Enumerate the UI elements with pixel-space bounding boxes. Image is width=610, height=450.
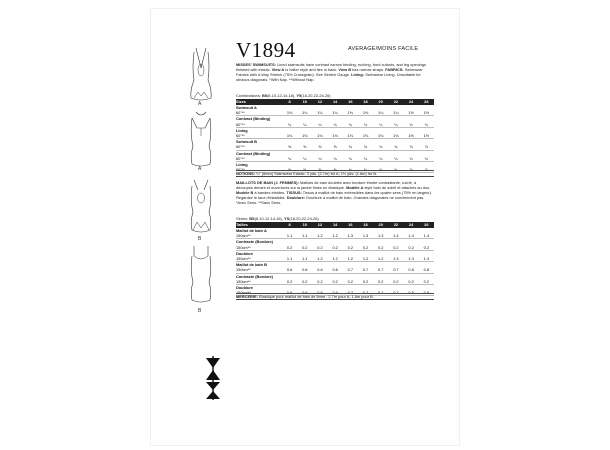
row-label: Doublure — [236, 285, 254, 291]
size-cell: 12 — [312, 222, 327, 228]
size-cell: 14 — [328, 99, 343, 105]
yardage-cell: ¾ — [373, 144, 388, 150]
yardage-cell: 0.2 — [358, 279, 373, 285]
french-description: MAILLOTS DE BAIN (J. FEMMES): Maillots de bain doublés avec bordure étroite contrastante, ruché, à découpes devant et ouvertures sur la jambe finies en élastique. Modèle A style bain de soleil et attachés au dos. Modèle B à bandes étroites. TISSUS: Tissus à maillot de bain extensibles dans les quatre sens (75% en largeur). Regardez le taux d'élasticité. Doublure: Doublure à maillot de bain. Grandes diagonales ne conviennent pas. *Avec Sens. **Sans Sens. — [236, 180, 432, 206]
yardage-cell: 0.8 — [404, 290, 419, 296]
yardage-cell: 0.6 — [297, 267, 312, 273]
yardage-cell: ¼ — [312, 122, 327, 128]
yardage-cell: ¼ — [373, 156, 388, 162]
english-combinations: Combinations: B5(8-10-12-14-16), Y5(18-20-22-24-26) — [236, 93, 331, 98]
yardage-cell: ¼ — [373, 122, 388, 128]
french-metrage-table — [236, 222, 434, 296]
row-label: 60"** — [236, 167, 282, 173]
yardage-cell: ⅞ — [404, 144, 419, 150]
french-series: Séries: BS(8-10-12-14-16), YS(18-20-22-24-26) — [236, 216, 319, 221]
yardage-cell: ¾ — [388, 144, 403, 150]
size-cell: 8 — [282, 99, 297, 105]
yardage-cell: 1⅛ — [373, 133, 388, 139]
yardage-cell: ¼ — [404, 122, 419, 128]
yardage-cell: 1.2 — [373, 256, 388, 262]
figure-label: B — [198, 308, 202, 314]
yardage-cell: ¾ — [343, 144, 358, 150]
figure-view-b-back — [178, 244, 240, 306]
yardage-cell: 0.6 — [282, 290, 297, 296]
size-cell: 16 — [343, 222, 358, 228]
yardage-cell: 0.2 — [343, 279, 358, 285]
yardage-cell: 0.6 — [312, 290, 327, 296]
yardage-cell: 0.2 — [282, 245, 297, 251]
size-cell: 10 — [297, 99, 312, 105]
yardage-cell: 1.2 — [328, 233, 343, 239]
yardage-cell: 1.3 — [373, 233, 388, 239]
size-cell: 18 — [358, 99, 373, 105]
pattern-number: V1894 — [236, 38, 296, 62]
group-title: Swimsuit B — [236, 139, 257, 145]
yardage-cell: 0.2 — [419, 279, 434, 285]
yardage-cell: 1.1 — [297, 233, 312, 239]
yardage-cell: ¼ — [343, 156, 358, 162]
yardage-cell: 0.2 — [373, 279, 388, 285]
size-cell: 24 — [404, 222, 419, 228]
size-cell: 18 — [358, 222, 373, 228]
yardage-cell: ⅞ — [419, 167, 434, 173]
row-label: 60"** — [236, 110, 282, 116]
yardage-cell: ⅝ — [312, 144, 327, 150]
yardage-cell: 0.8 — [404, 267, 419, 273]
yardage-cell: 1.3 — [358, 233, 373, 239]
yardage-cell: ¾ — [373, 167, 388, 173]
yardage-cell: ¼ — [419, 156, 434, 162]
yardage-cell: 1.4 — [419, 233, 434, 239]
size-cell: 22 — [388, 222, 403, 228]
yardage-cell: 0.8 — [419, 267, 434, 273]
size-cell: 22 — [388, 99, 403, 105]
yardage-cell: 0.2 — [388, 279, 403, 285]
figure-view-a-front — [178, 46, 240, 104]
row-label: Contraste (Bordure) — [236, 239, 273, 245]
yardage-cell: 1⅛ — [343, 133, 358, 139]
sizes-label: Sizes — [236, 99, 282, 105]
yardage-cell: 0.2 — [328, 245, 343, 251]
group-title: Swimsuit A — [236, 105, 257, 110]
yardage-cell: 1⅜ — [343, 110, 358, 116]
row-label: 60"** — [236, 144, 282, 150]
yardage-cell: 0.2 — [328, 279, 343, 285]
yardage-cell: 1.3 — [388, 256, 403, 262]
row-label: 150cm** — [236, 245, 282, 251]
row-label: Doublure — [236, 250, 254, 256]
yardage-cell: ⅝ — [312, 167, 327, 173]
yardage-cell: ⅝ — [328, 167, 343, 173]
yardage-cell: 1.3 — [343, 233, 358, 239]
row-label: 150cm** — [236, 267, 282, 273]
yardage-cell: 0.2 — [388, 245, 403, 251]
yardage-cell: ¼ — [358, 156, 373, 162]
yardage-cell: ¾ — [358, 167, 373, 173]
yardage-cell: 1⅛ — [358, 133, 373, 139]
yardage-cell: ¼ — [388, 122, 403, 128]
yardage-cell: ⅞ — [404, 167, 419, 173]
size-cell: 24 — [404, 99, 419, 105]
yardage-cell: 0.7 — [343, 290, 358, 296]
size-cell: 8 — [282, 222, 297, 228]
yardage-cell: 0.7 — [358, 267, 373, 273]
yardage-cell: 1½ — [404, 133, 419, 139]
yardage-cell: 1½ — [404, 110, 419, 116]
sizes-label: Tailles — [236, 222, 282, 228]
yardage-cell: ¾ — [343, 167, 358, 173]
yardage-cell: ⅞ — [419, 144, 434, 150]
yardage-cell: 1.3 — [404, 256, 419, 262]
yardage-cell: ¼ — [297, 156, 312, 162]
yardage-cell: 0.7 — [373, 267, 388, 273]
yardage-cell: 1⅛ — [388, 133, 403, 139]
row-label: 150cm** — [236, 290, 282, 296]
yardage-cell: 0.2 — [312, 279, 327, 285]
english-notions: NOTIONS: ¼" (6mm) Swimwear Elastic: 3 yds. (2.7m) for A; 1⅔ yds. (1.6m) for B. — [236, 170, 434, 177]
french-notions: MERCERIE: Elastique pour maillot de bain de 6mm : 2.7m pour A; 1.6m pour B. — [236, 293, 434, 300]
yardage-cell: 0.2 — [358, 245, 373, 251]
yardage-cell: 0.2 — [404, 245, 419, 251]
row-label: 150cm** — [236, 279, 282, 285]
row-label: 60"** — [236, 133, 282, 139]
row-label: Contrast (Binding) — [236, 150, 271, 156]
size-cell: 10 — [297, 222, 312, 228]
yardage-cell: ¼ — [328, 156, 343, 162]
yardage-cell: 1.4 — [404, 233, 419, 239]
difficulty-level: AVERAGE/MOINS FACILE — [348, 46, 419, 52]
yardage-cell: 1.1 — [282, 256, 297, 262]
yardage-cell: 0.8 — [419, 290, 434, 296]
yardage-cell: ¾ — [388, 167, 403, 173]
yardage-cell: 0.2 — [373, 245, 388, 251]
figure-label: A — [198, 101, 202, 107]
yardage-cell: 0.6 — [328, 290, 343, 296]
yardage-cell: 1.1 — [297, 256, 312, 262]
yardage-cell: 1.3 — [419, 256, 434, 262]
yardage-cell: 0.2 — [312, 245, 327, 251]
yardage-cell: 1.2 — [358, 256, 373, 262]
figure-label: A — [198, 166, 202, 172]
yardage-cell: 1⅛ — [282, 110, 297, 116]
yardage-cell: 0.2 — [297, 245, 312, 251]
yardage-cell: 1.4 — [388, 233, 403, 239]
yardage-cell: 0.7 — [388, 267, 403, 273]
yardage-cell: 1¼ — [312, 110, 327, 116]
yardage-cell: ¼ — [312, 156, 327, 162]
size-cell: 20 — [373, 222, 388, 228]
yardage-cell: ¼ — [297, 122, 312, 128]
figure-view-a-back — [178, 110, 240, 170]
yardage-cell: 1⅛ — [312, 133, 327, 139]
yardage-cell: ⅝ — [297, 167, 312, 173]
size-cell: 26 — [419, 99, 434, 105]
yardage-cell: 0.7 — [358, 290, 373, 296]
yardage-cell: 0.2 — [404, 279, 419, 285]
yardage-cell: 1½ — [419, 133, 434, 139]
yardage-cell: 0.2 — [343, 245, 358, 251]
yardage-cell: ⅝ — [297, 144, 312, 150]
yardage-cell: ¾ — [358, 144, 373, 150]
yardage-cell: ⅝ — [328, 144, 343, 150]
yardage-cell: 0.7 — [388, 290, 403, 296]
brand-logo — [205, 356, 221, 400]
yardage-cell: 1⅛ — [328, 133, 343, 139]
yardage-cell: 1⅜ — [358, 110, 373, 116]
yardage-cell: 1¼ — [373, 110, 388, 116]
row-label: 150cm** — [236, 256, 282, 262]
yardage-cell: 1¼ — [388, 110, 403, 116]
yardage-cell: 1.2 — [312, 256, 327, 262]
size-cell: 20 — [373, 99, 388, 105]
yardage-cell: 0.6 — [312, 267, 327, 273]
row-label: 150cm** — [236, 233, 282, 239]
yardage-cell: 1.2 — [312, 233, 327, 239]
row-label: 60"** — [236, 156, 282, 162]
row-label: 60"** — [236, 122, 282, 128]
yardage-cell: 1.2 — [328, 256, 343, 262]
yardage-cell: 1⅛ — [282, 133, 297, 139]
yardage-cell: ¼ — [419, 122, 434, 128]
size-cell: 12 — [312, 99, 327, 105]
yardage-cell: 1.1 — [282, 233, 297, 239]
english-yardage-table — [236, 99, 434, 173]
figure-view-b-front — [178, 176, 240, 236]
row-label: Contraste (Bordure) — [236, 273, 273, 279]
yardage-cell: 0.2 — [419, 245, 434, 251]
yardage-cell: 0.2 — [297, 279, 312, 285]
row-label: Contrast (Binding) — [236, 116, 271, 122]
yardage-cell: 0.7 — [343, 267, 358, 273]
yardage-cell: 1⅛ — [297, 133, 312, 139]
yardage-cell: 0.6 — [297, 290, 312, 296]
size-cell: 14 — [328, 222, 343, 228]
yardage-cell: ⅝ — [282, 144, 297, 150]
yardage-cell: 0.6 — [328, 267, 343, 273]
yardage-cell: ¼ — [282, 122, 297, 128]
yardage-cell: ¼ — [282, 156, 297, 162]
yardage-cell: 0.7 — [373, 290, 388, 296]
figure-label: B — [198, 236, 202, 242]
yardage-cell: ⅝ — [282, 167, 297, 173]
yardage-cell: ¼ — [358, 122, 373, 128]
row-label: Lining — [236, 162, 248, 168]
size-cell: 26 — [419, 222, 434, 228]
yardage-cell: 1¼ — [328, 110, 343, 116]
yardage-cell: 0.6 — [282, 267, 297, 273]
size-cell: 16 — [343, 99, 358, 105]
yardage-cell: 0.2 — [282, 279, 297, 285]
yardage-cell: ¼ — [388, 156, 403, 162]
yardage-cell: 1¼ — [297, 110, 312, 116]
yardage-cell: ¼ — [404, 156, 419, 162]
yardage-cell: ¼ — [328, 122, 343, 128]
yardage-cell: 1.2 — [343, 256, 358, 262]
english-description: MISSES' SWIMSUITS: Lined swimsuits have contrast narrow binding, ruching, front cutouts, and leg openings finished with elastic. View A is halter style and ties in back. View B has narrow straps. FABRICS: Swimwear Fabrics with 4-Way Stretch (75% Crossgrain). See Stretch Gauge. Lining: Swimwear Lining. Unsuitable for obvious diagonals. *With Nap. **Without Nap. — [236, 62, 426, 83]
row-label: Lining — [236, 127, 248, 133]
yardage-cell: 1½ — [419, 110, 434, 116]
yardage-cell: ¼ — [343, 122, 358, 128]
group-title: Maillot de bain B — [236, 262, 267, 268]
group-title: Maillot de bain A — [236, 228, 267, 233]
